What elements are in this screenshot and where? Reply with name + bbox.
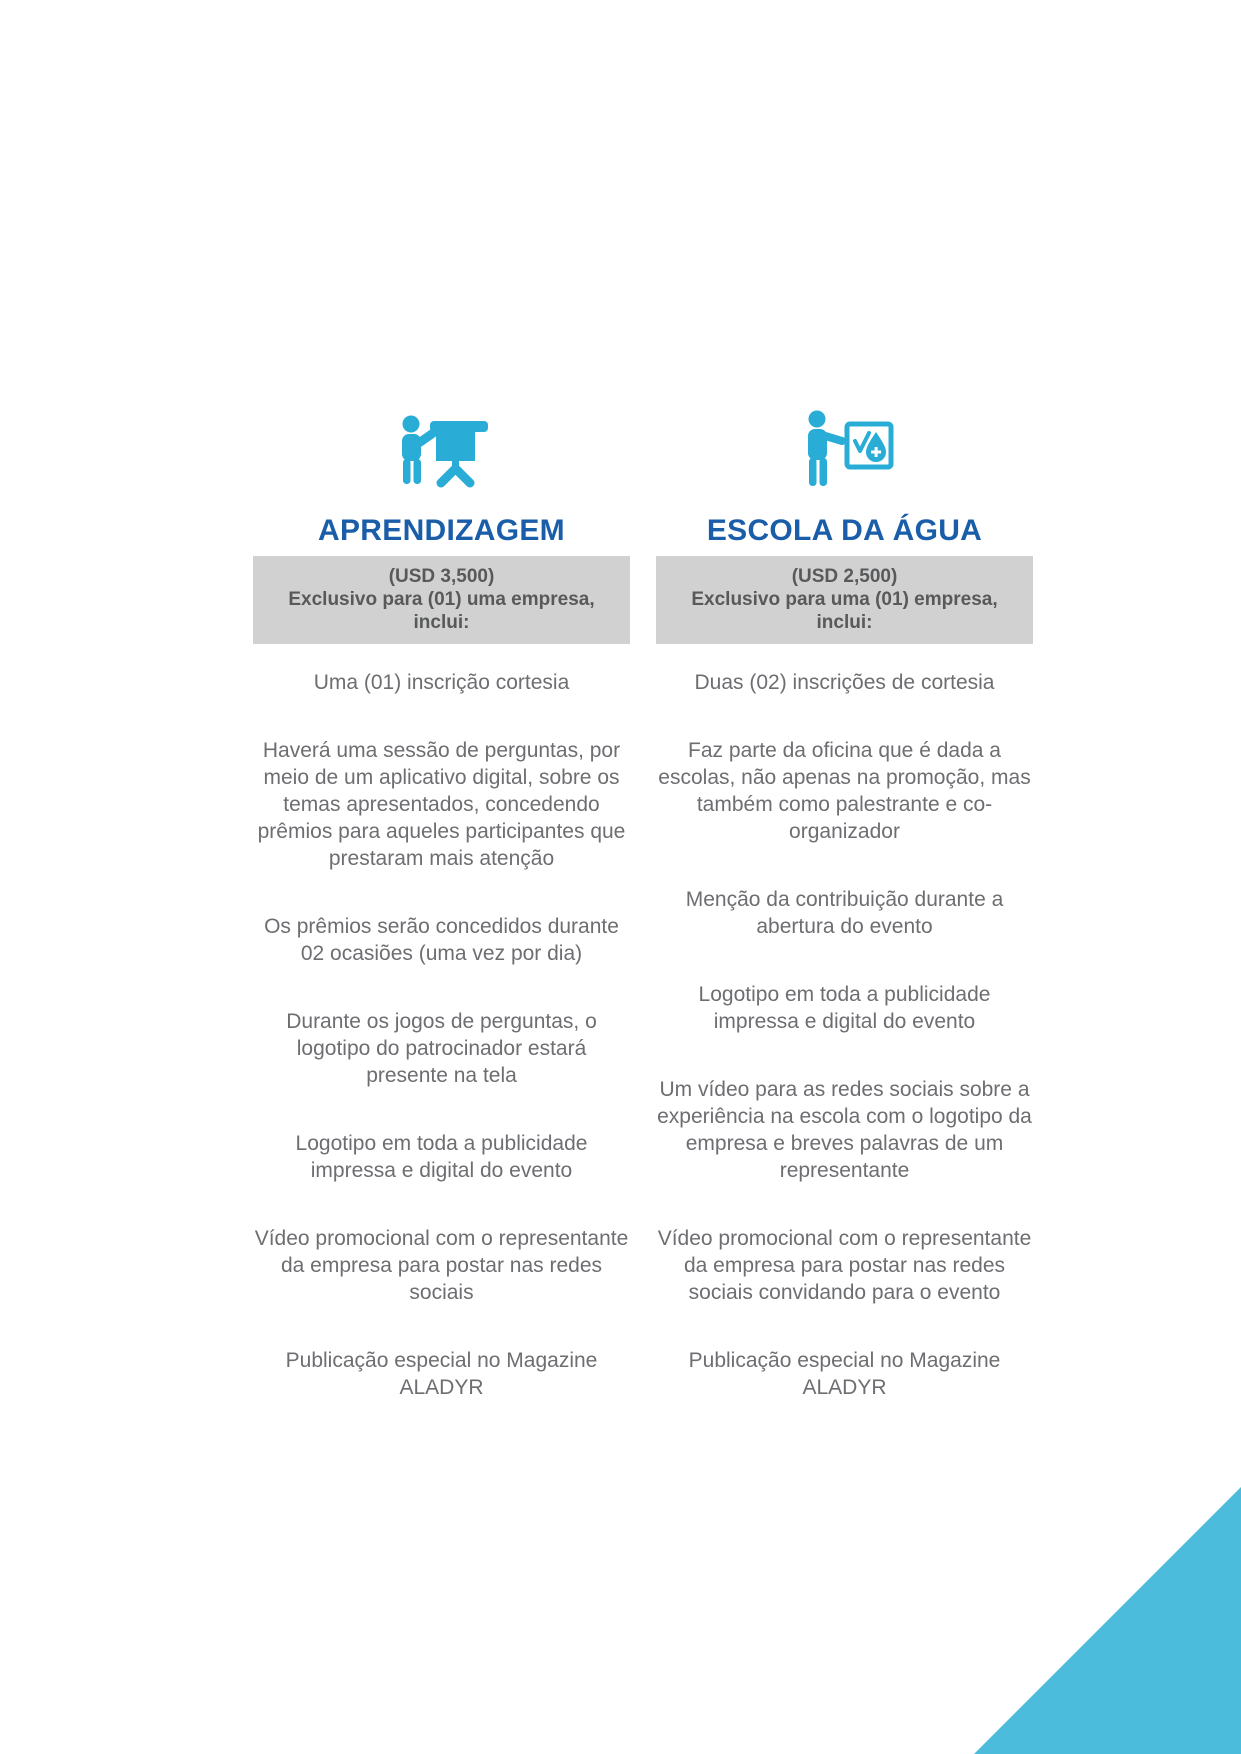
benefit-item: Logotipo em toda a publicidade impressa e digital do evento (295, 1132, 588, 1182)
corner-triangle-decoration (974, 1487, 1241, 1754)
includes-label: inclui: (413, 612, 470, 633)
price-box (656, 556, 1033, 644)
benefit-item: Faz parte da oficina que é dada a escolas, não apenas na promoção, mas também como palestrante e co-organizador (658, 739, 1031, 843)
benefit-item: Haverá uma sessão de perguntas, por meio de um aplicativo digital, sobre os temas apresentados, concedendo prêmios para aqueles participantes que prestaram mais atenção (257, 739, 626, 870)
benefit-item: Publicação especial no Magazine ALADYR (688, 1349, 1001, 1399)
water-school-board-icon-svg (795, 410, 895, 506)
column-title: APRENDIZAGEM (318, 514, 565, 547)
benefit-list (253, 669, 630, 1401)
benefit-item: Logotipo em toda a publicidade impressa e digital do evento (698, 983, 991, 1033)
benefit-item: Um vídeo para as redes sociais sobre a experiência na escola com o logotipo da empresa e breves palavras de um representante (657, 1078, 1032, 1182)
price-label: (USD 2,500) (791, 566, 898, 587)
column-title: ESCOLA DA ÁGUA (706, 514, 983, 547)
exclusivity-note: Exclusivo para uma (01) empresa, (691, 589, 998, 610)
sponsorship-columns (253, 388, 1033, 1401)
presentation-board-icon-svg (394, 414, 490, 506)
column-escola-da-agua (656, 388, 1033, 1401)
exclusivity-note: Exclusivo para (01) uma empresa, (288, 589, 595, 610)
benefit-item: Menção da contribuição durante a abertura do evento (685, 888, 1004, 938)
benefit-item: Os prêmios serão concedidos durante 02 ocasiões (uma vez por dia) (264, 915, 619, 965)
benefit-item: Uma (01) inscrição cortesia (313, 671, 570, 694)
price-box (253, 556, 630, 644)
benefit-item: Vídeo promocional com o representante da empresa para postar nas redes sociais convidando para o evento (657, 1227, 1032, 1304)
benefit-item: Duas (02) inscrições de cortesia (694, 671, 995, 694)
benefit-list (656, 669, 1033, 1401)
benefit-item: Durante os jogos de perguntas, o logotipo do patrocinador estará presente na tela (286, 1010, 597, 1087)
benefit-item: Vídeo promocional com o representante da empresa para postar nas redes sociais (254, 1227, 629, 1304)
price-label: (USD 3,500) (388, 566, 495, 587)
column-aprendizagem (253, 388, 630, 1401)
benefit-item: Publicação especial no Magazine ALADYR (285, 1349, 598, 1399)
presentation-board-icon (394, 388, 490, 506)
water-school-board-icon (795, 388, 895, 506)
includes-label: inclui: (816, 612, 873, 633)
